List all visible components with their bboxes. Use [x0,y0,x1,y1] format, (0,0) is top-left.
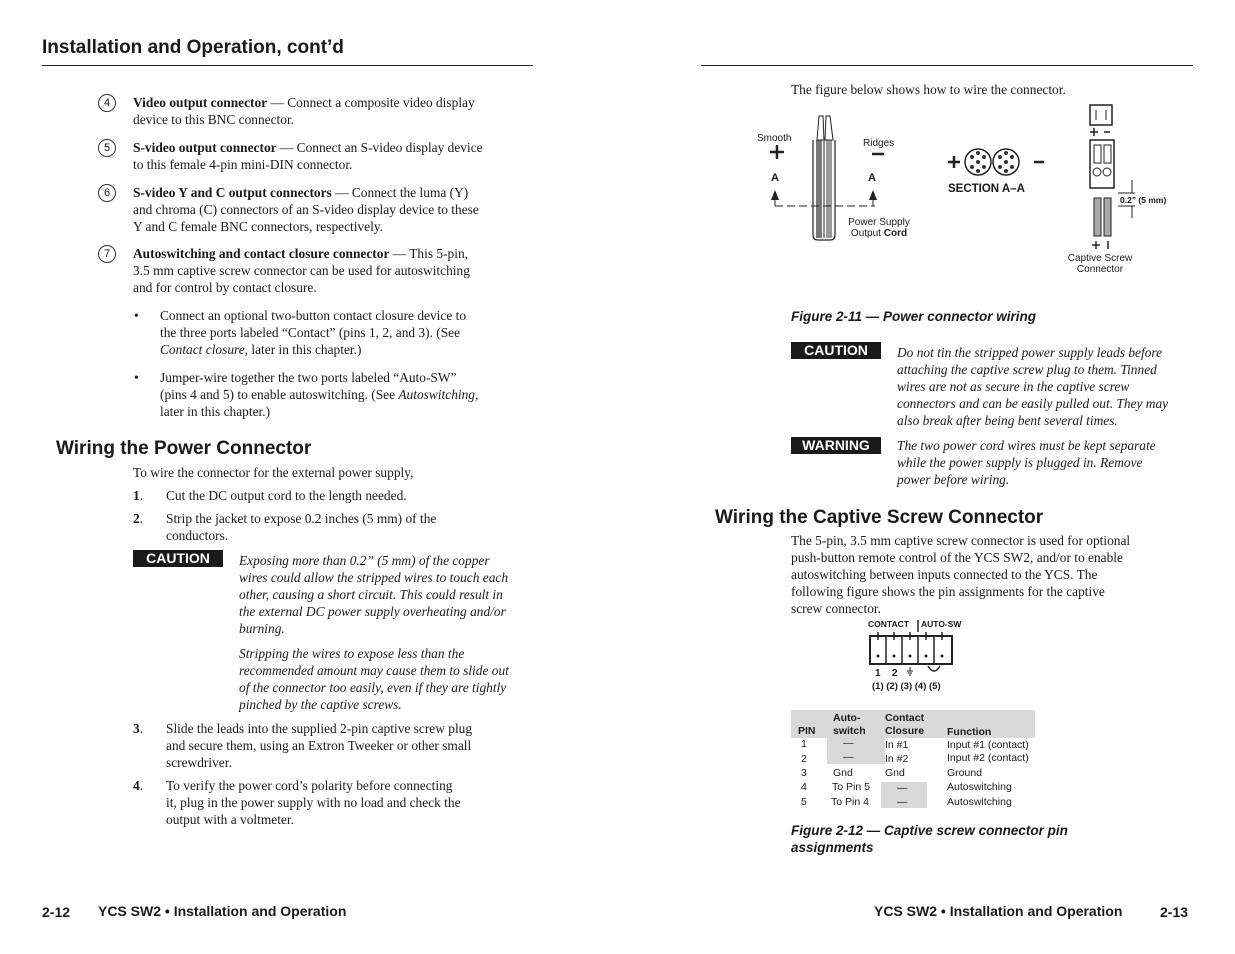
label-a-right: A [868,172,876,184]
bullet-text: the three ports labeled “Contact” (pins 1, 2, and 3). (See [160,325,461,340]
item-text: 3.5 mm captive screw connector can be used for autoswitching [133,263,470,278]
item-text: and for control by contact closure. [133,280,317,295]
step-text: To verify the power cord’s polarity before connecting [166,778,453,793]
table-header-pin: PIN [798,725,816,737]
table-header-autoswitch: Auto- switch [833,712,866,737]
table-header-contact-closure: Contact Closure [885,712,925,737]
label-pin-numbers: (1) (2) (3) (4) (5) [872,681,941,692]
item-text: — This 5-pin, [389,246,469,261]
bullet-ref: Autoswitching [398,387,475,402]
label-contact: CONTACT [868,619,909,629]
footer-title-right: YCS SW2 • Installation and Operation [874,903,1123,919]
item-number: 4 [98,94,116,112]
item-text: Y and C female BNC connectors, respectively. [133,219,384,234]
label-autosw: AUTO-SW [921,619,962,629]
captive-screw-pin-figure [866,618,976,698]
step-text: screwdriver. [166,755,232,770]
item-text: — Connect an S-video display device [276,140,483,155]
item-number: 7 [98,245,116,263]
caution-badge-right: CAUTION [791,342,881,359]
step-text: it, plug in the power supply with no load and check the [166,795,461,810]
page-header: Installation and Operation, cont’d [42,37,344,58]
step-text: Strip the jacket to expose 0.2 inches (5 mm) of the [166,511,437,526]
footer-title: YCS SW2 • Installation and Operation [98,903,347,919]
figure-2-12-caption: Figure 2-12 — Captive screw connector pin assignments [791,823,1068,855]
label-a-left: A [771,172,779,184]
bullet-text: , [475,387,479,402]
figure-2-11-caption: Figure 2-11 — Power connector wiring [791,309,1037,324]
warning-text: The two power cord wires must be kept separate while the power supply is plugged in. Remove power before wiring. [897,438,1156,487]
bullet-text: later in this chapter.) [160,404,271,419]
label-pin-2: 2 [892,668,898,679]
step-number: 2 [133,511,140,526]
caution-badge: CAUTION [133,550,223,567]
item-number: 6 [98,184,116,202]
step-text: output with a voltmeter. [166,812,294,827]
item-text: — Connect the luma (Y) [331,185,469,200]
item-title: S-video Y and C output connectors [133,185,332,200]
item-text: and chroma (C) connectors of an S-video display device to these [133,202,479,217]
step-text: conductors. [166,528,229,543]
header-rule [42,65,533,66]
power-connector-figure [740,100,1190,290]
step-number: 3 [133,721,140,736]
item-text: device to this BNC connector. [133,112,295,127]
label-ridges: Ridges [863,138,895,149]
header-rule-right [701,65,1193,66]
footer-page-number-right: 2-13 [1160,904,1189,920]
label-smooth: Smooth [757,133,792,144]
section-title-captive: Wiring the Captive Screw Connector [715,507,1044,528]
label-pin-1: 1 [875,668,881,679]
bullet-text: Jumper-wire together the two ports labeled “Auto-SW” [160,370,457,385]
caution-text-right: Do not tin the stripped power supply leads before attaching the captive screw plug to them. Tinned wires are not as secure in the captive screw connectors and can be easily pulled out. They may also break after being bent several times. [897,345,1169,428]
caution-text: Exposing more than 0.2” (5 mm) of the copper wires could allow the stripped wires to touch each other, causing a short circuit. This could result in the external DC power supply overheating and/or burning. [239,553,509,636]
bullet-ref: Contact closure [160,342,245,357]
bullet-text: , later in this chapter.) [244,342,362,357]
step-text: Cut the DC output cord to the length needed. [166,488,407,503]
pin-connector-diagram [866,618,976,678]
step-number: 1 [133,488,140,503]
footer-page-number: 2-12 [42,904,71,920]
table-header-function: Function [947,726,992,738]
section-title-power: Wiring the Power Connector [56,438,312,459]
label-dimension: 0.2” (5 mm) [1120,195,1167,205]
item-title: S-video output connector [133,140,277,155]
item-text: to this female 4-pin mini-DIN connector. [133,157,353,172]
power-intro: To wire the connector for the external power supply, [133,465,414,480]
label-captive-connector: Captive Screw Connector [1067,253,1133,275]
pin-assignment-table: PIN Auto- switch Contact Closure Function 1 — In #1 Input #1 (contact) 2 — In #2 Input #2 (contact) 3 Gnd Gnd Ground 4 To Pin 5 — Autoswitching 5 To Pin 4 — Autoswitching [791,710,1035,810]
warning-badge: WARNING [791,437,881,454]
step-text: Slide the leads into the supplied 2-pin captive screw plug [166,721,473,736]
bullet-text: (pins 4 and 5) to enable autoswitching. (See [160,387,399,402]
item-title: Video output connector [133,95,268,110]
captive-section-text: The 5-pin, 3.5 mm captive screw connector is used for optional push-button remote control of the YCS SW2, and/or to enable autoswitching between inputs connected to the YCS. The following figure shows the pin assignments for the captive screw connector. [791,533,1131,616]
item-text: — Connect a composite video display [267,95,475,110]
step-text: and secure them, using an Extron Tweeker or other small [166,738,472,753]
table-cell-shade [827,738,885,764]
step-number: 4 [133,778,140,793]
bullet-text: Connect an optional two-button contact closure device to [160,308,467,323]
label-section-aa: SECTION A–A [948,183,1025,195]
figure-intro: The figure below shows how to wire the connector. [791,82,1066,97]
label-psu-cord: Power Supply Output Cord [848,217,910,239]
item-number: 5 [98,139,116,157]
item-title: Autoswitching and contact closure connector [133,246,390,261]
caution-text-2: Stripping the wires to expose less than the recommended amount may cause them to slide out of the connector too easily, even if they are tightly pinched by the captive screws. [239,646,509,712]
